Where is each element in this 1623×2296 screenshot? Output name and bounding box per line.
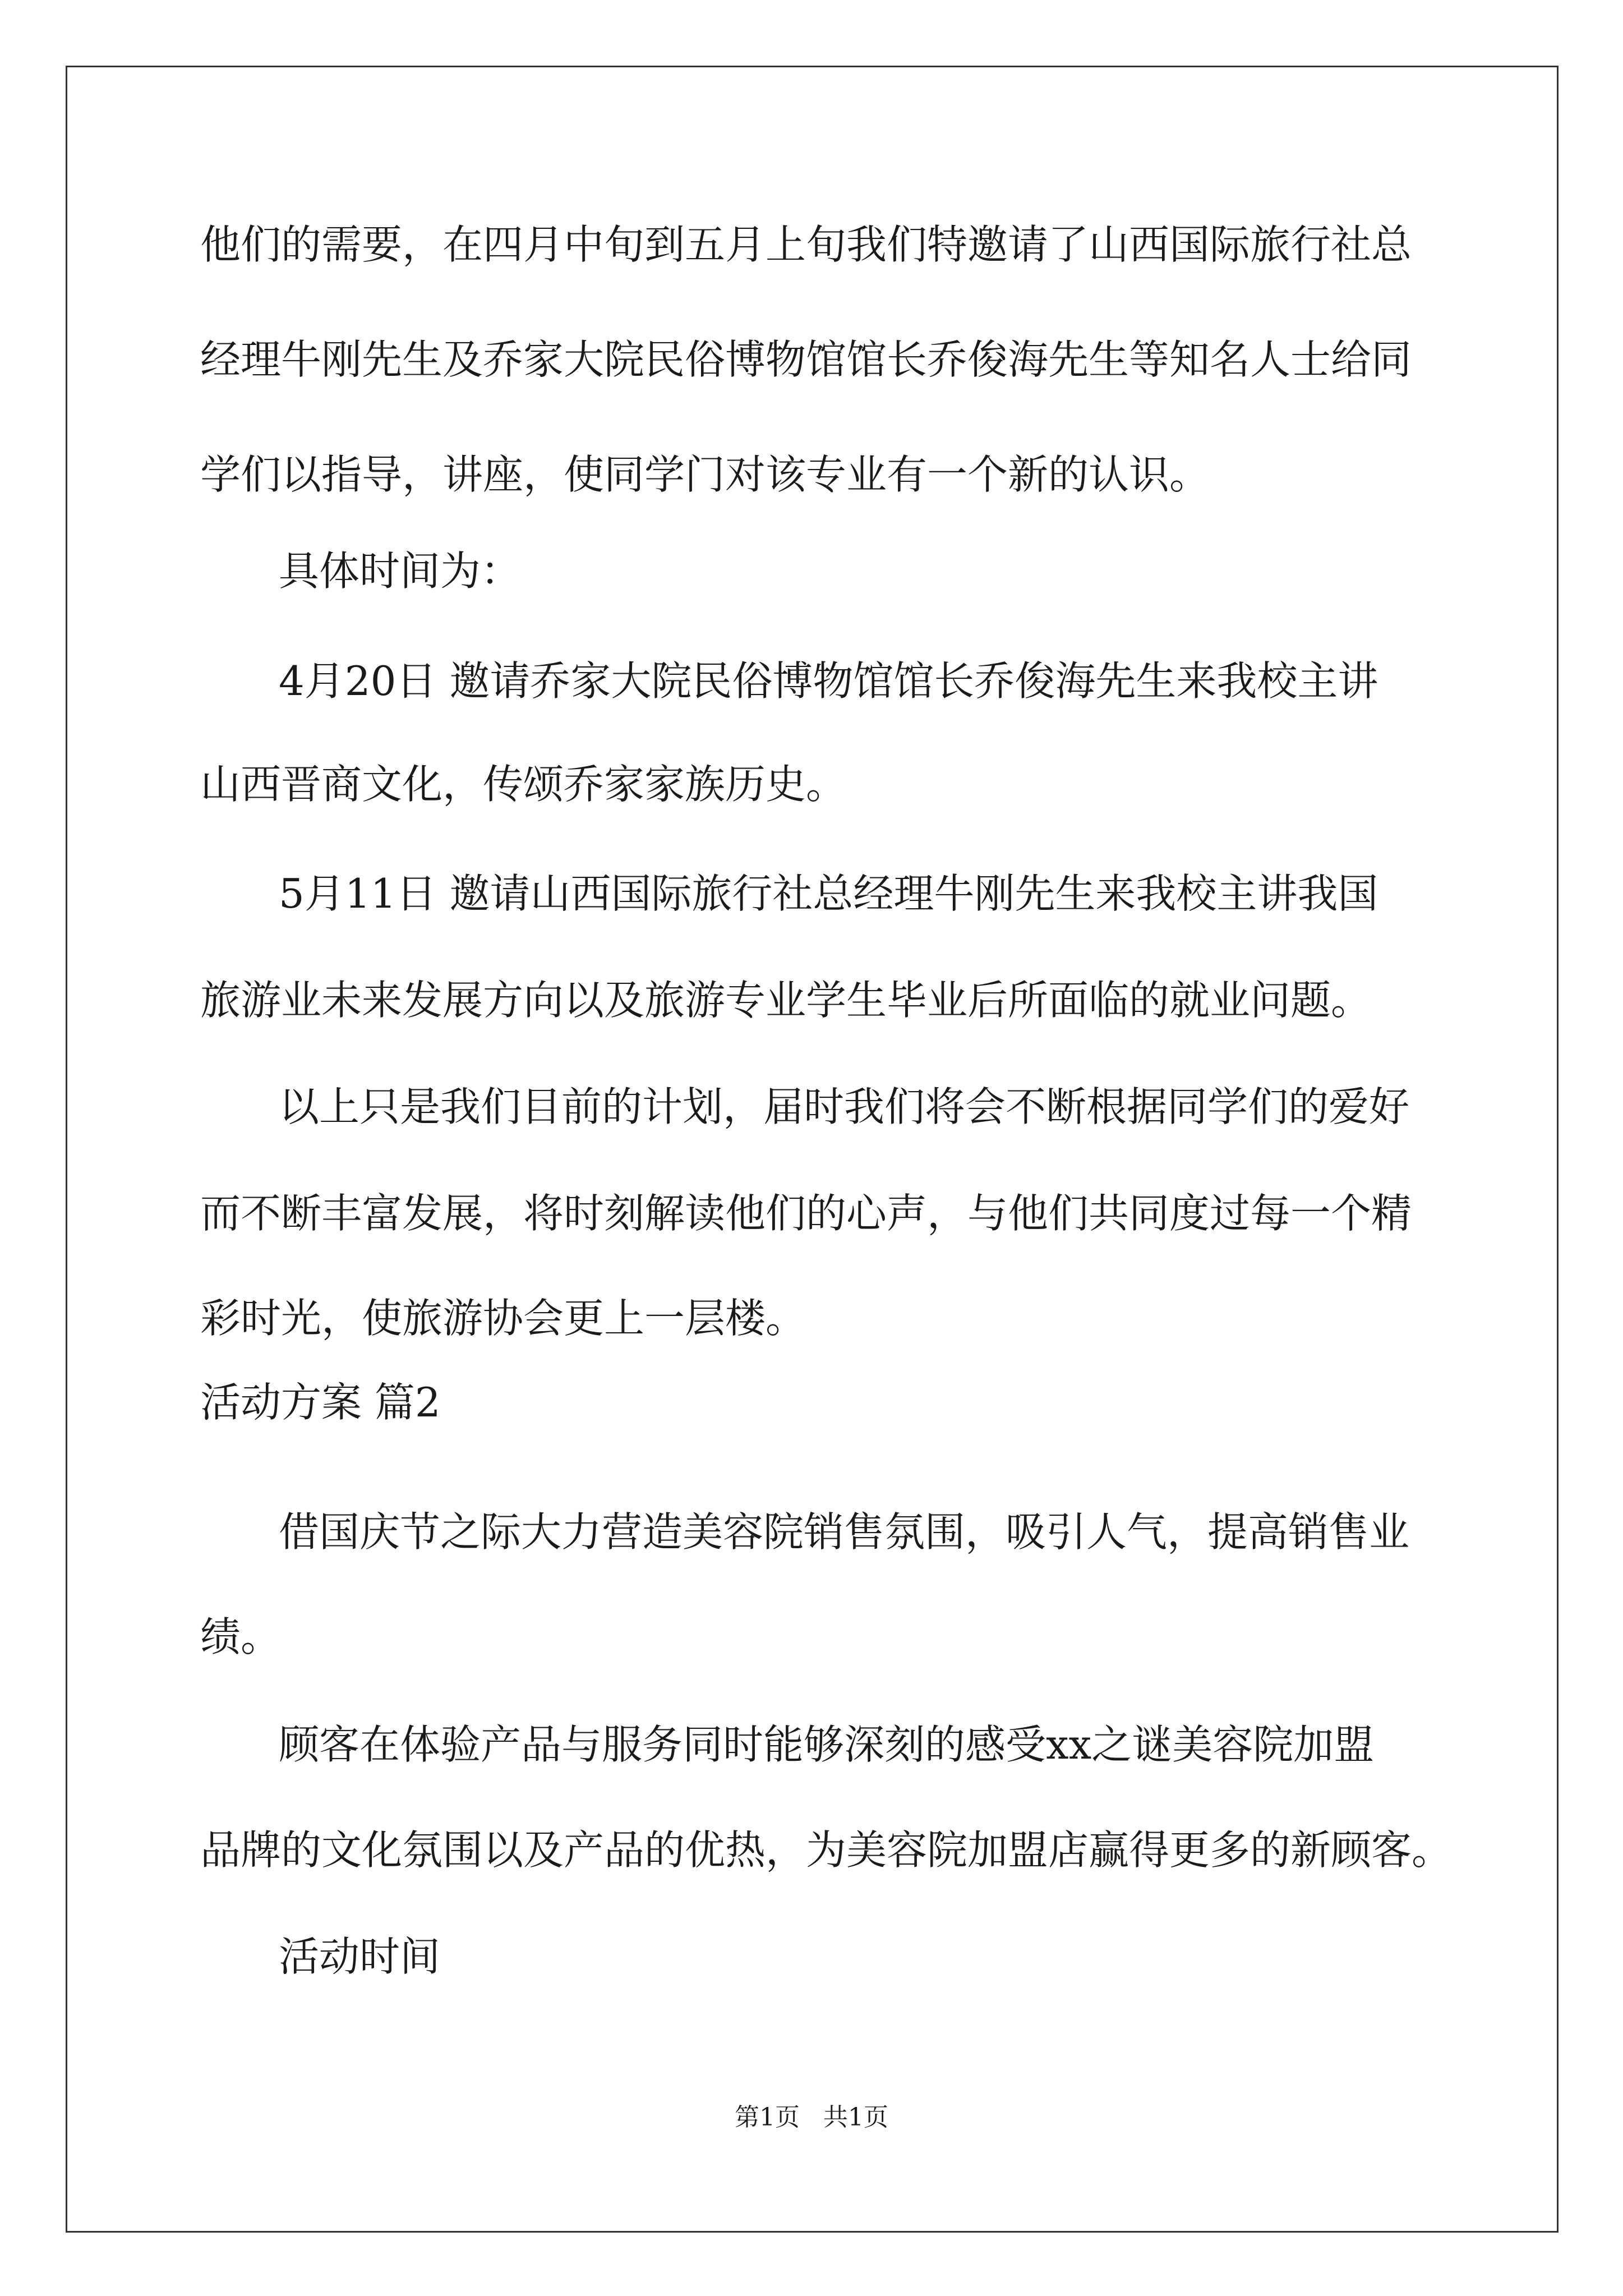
body-text-line: 4月20日 邀请乔家大院民俗博物馆馆长乔俊海先生来我校主讲	[279, 657, 1378, 705]
body-text-line: 品牌的文化氛围以及产品的优热，为美容院加盟店赢得更多的新顾客。	[200, 1826, 1453, 1874]
body-text-line: 具体时间为：	[279, 547, 522, 595]
body-text-line: 绩。	[200, 1613, 282, 1660]
body-text-line: 学们以指导，讲座，使同学门对该专业有一个新的认识。	[200, 451, 1210, 498]
page-border	[66, 66, 1559, 2233]
body-text-line: 借国庆节之际大力营造美容院销售氛围，吸引人气，提高销售业	[279, 1508, 1410, 1556]
body-text-line: 彩时光，使旅游协会更上一层楼。	[200, 1295, 806, 1342]
page-number-footer: 第1页 共1页	[735, 2103, 888, 2132]
body-text-line: 而不断丰富发展，将时刻解读他们的心声，与他们共同度过每一个精	[200, 1190, 1412, 1237]
body-text-line: 活动时间	[279, 1933, 441, 1980]
body-text-line: 旅游业未来发展方向以及旅游专业学生毕业后所面临的就业问题。	[200, 977, 1372, 1024]
body-text-line: 5月11日 邀请山西国际旅行社总经理牛刚先生来我校主讲我国	[279, 870, 1378, 917]
body-text-line: 他们的需要，在四月中旬到五月上旬我们特邀请了山西国际旅行社总	[200, 221, 1412, 268]
body-text-line: 经理牛刚先生及乔家大院民俗博物馆馆长乔俊海先生等知名人士给同	[200, 336, 1412, 383]
body-text-line: 以上只是我们目前的计划，届时我们将会不断根据同学们的爱好	[279, 1083, 1410, 1130]
body-text-line: 顾客在体验产品与服务同时能够深刻的感受xx之谜美容院加盟	[279, 1721, 1375, 1768]
section-heading: 活动方案 篇2	[200, 1379, 441, 1426]
body-text-line: 山西晋商文化，传颂乔家家族历史。	[200, 761, 847, 808]
